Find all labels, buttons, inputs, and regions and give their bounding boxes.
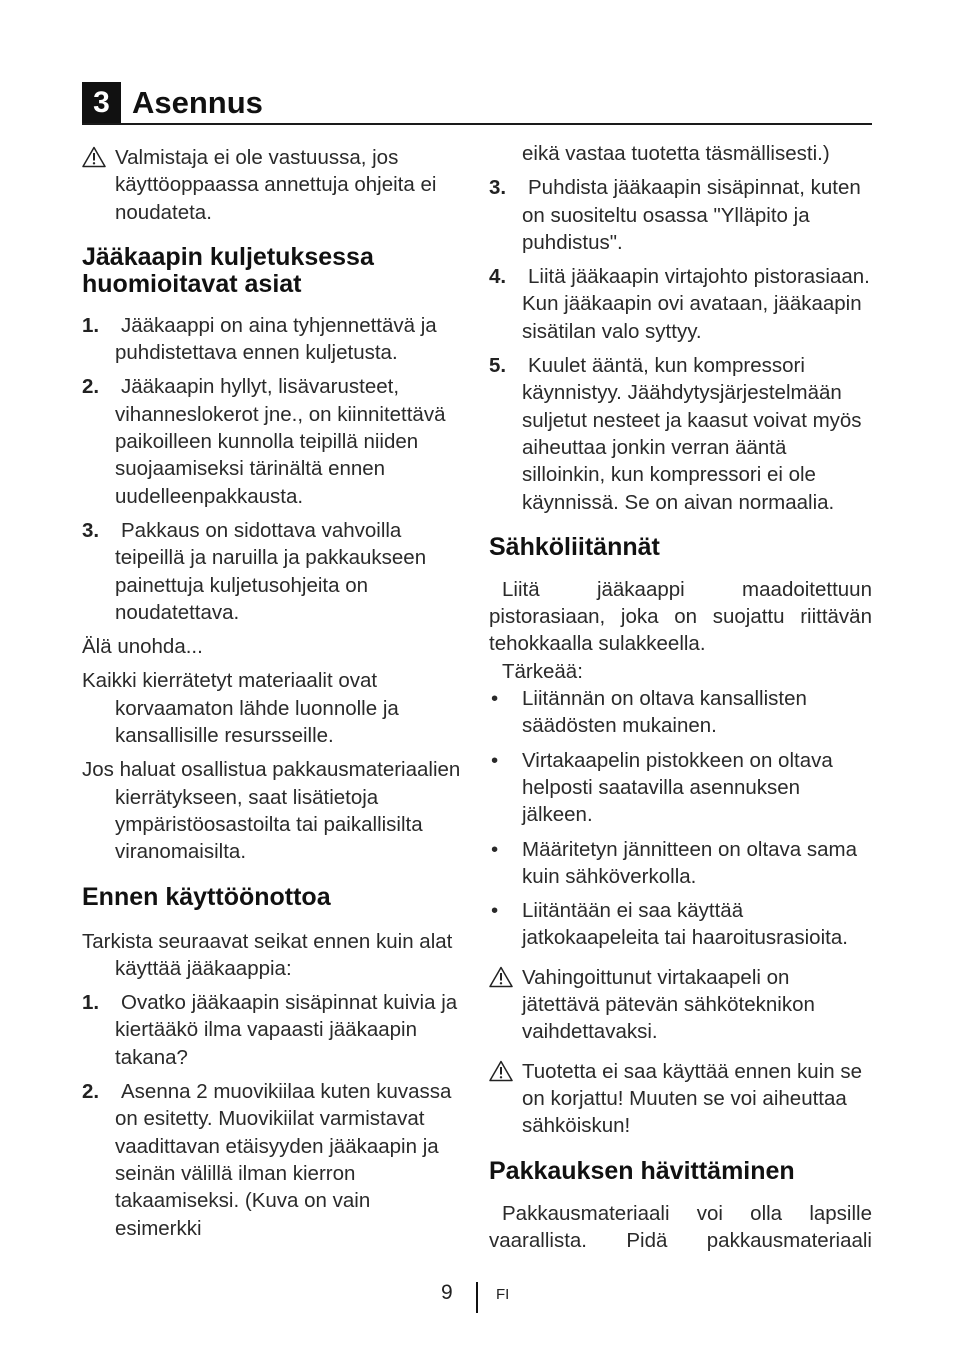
list-number: 4. [489, 265, 507, 289]
bullet-text: Liitäntään ei saa käyttää jatkokaapeleita tai haaroitusrasioita. [522, 899, 848, 950]
page-number: 9 [441, 1281, 453, 1304]
list-text: Jääkaapin hyllyt, lisävarusteet, vihanneslokerot jne., on kiinnitettävä paikoilleen kunnolla teipillä niiden suojaamiseksi tärinältä ennen uudelleenpakkausta. [115, 375, 446, 508]
list-text: Kuulet ääntä, kun kompressori käynnistyy. Jäähdytysjärjestelmään suljetut nesteet ja kaasut voivat myös aiheuttaa jonkin verran ääntä silloinkin, kun kompressori ei ole käynnissä. Se on aivan normaalia. [522, 354, 862, 514]
bullet-text: Määritetyn jännitteen on oltava sama kuin sähköverkolla. [522, 837, 858, 888]
paragraph: Jos haluat osallistua pakkausmateriaalien kierrätykseen, saat lisätietoja ympäristöosastoilta tai paikallisilta viranomaisilta. [82, 758, 461, 864]
warning-note [489, 1058, 872, 1140]
list-item [82, 517, 462, 626]
list-item [82, 989, 462, 1071]
chapter-header [82, 82, 872, 125]
warning-triangle-icon [489, 966, 513, 988]
list-item [489, 174, 872, 256]
list-number: 2. [82, 375, 100, 399]
list-item [489, 352, 872, 516]
list-text: Ovatko jääkaapin sisäpinnat kuivia ja kiertääkö ilma vapaasti jääkaapin takana? [115, 991, 458, 1069]
paragraph: pistorasiaan, joka on suojattu riittävän tehokkaalla sulakkeella. [489, 605, 872, 656]
warning-text: Valmistaja ei ole vastuussa, jos käyttöoppaassa annettuja ohjeita ei noudateta. [115, 146, 437, 224]
list-number: 1. [82, 313, 100, 337]
left-column [82, 140, 462, 1242]
list-number: 1. [82, 991, 100, 1015]
list-number: 5. [489, 354, 507, 378]
list-text: Jääkaappi on aina tyhjennettävä ja puhdistettava ennen kuljetusta. [115, 313, 437, 365]
bullet-icon: • [491, 837, 499, 861]
right-column [489, 140, 872, 1254]
list-item [489, 263, 872, 345]
list-number: 3. [82, 518, 100, 542]
warning-note [489, 964, 872, 1046]
chapter-number: 3 [82, 82, 121, 123]
warning-triangle-icon [82, 146, 106, 168]
bullet-text: Liitännän on oltava kansallisten säädösten mukainen. [522, 687, 807, 738]
section-heading: Ennen käyttöönottoa [82, 882, 331, 911]
bullet-item [489, 897, 872, 952]
language-code: FI [496, 1286, 510, 1303]
list-text: Liitä jääkaapin virtajohto pistorasiaan. Kun jääkaapin ovi avataan, jääkaapin sisätilan valo syttyy. [522, 265, 870, 343]
warning-text: Vahingoittunut virtakaapeli on jätettävä pätevän sähköteknikon vaihdettavaksi. [522, 965, 815, 1044]
list-number: 2. [82, 1080, 100, 1104]
section-heading: Pakkauksen hävittäminen [489, 1156, 795, 1185]
bullet-text: Virtakaapelin pistokkeen on oltava helposti saatavilla asennuksen jälkeen. [522, 748, 833, 827]
list-item [82, 312, 462, 367]
paragraph: Tarkista seuraavat seikat ennen kuin alat käyttää jääkaappia: [82, 929, 453, 980]
paragraph-line: Liitä jääkaappi maadoitettuun [502, 577, 872, 601]
list-text: Pakkaus on sidottava vahvoilla teipeillä ja naruilla ja pakkaukseen painettuja kuljetusohjeita on noudatettava. [115, 518, 427, 624]
bullet-item [489, 747, 872, 829]
list-continuation: eikä vastaa tuotetta täsmällisesti.) [522, 142, 830, 165]
bullet-item [489, 685, 872, 740]
list-number: 3. [489, 176, 507, 200]
warning-note [82, 144, 462, 226]
bullet-item [489, 836, 872, 891]
list-text: Puhdista jääkaapin sisäpinnat, kuten on suositeltu osassa "Ylläpito ja puhdistus". [522, 176, 861, 254]
paragraph-line: vaarallista. Pidä pakkausmateriaali [489, 1228, 872, 1252]
important-label: Tärkeää: [502, 659, 583, 683]
section-heading: Sähköliitännät [489, 532, 660, 561]
warning-triangle-icon [489, 1060, 513, 1082]
paragraph: Kaikki kierrätetyt materiaalit ovat korvaamaton lähde luonnolle ja kansallisille resursseille. [82, 669, 399, 748]
bullet-icon: • [491, 687, 499, 711]
chapter-title: Asennus [132, 85, 263, 120]
bullet-icon: • [491, 899, 499, 923]
footer-divider [476, 1282, 478, 1313]
list-text: Asenna 2 muovikiilaa kuten kuvassa on esitetty. Muovikiilat varmistavat vaadittavan etäisyyden jääkaapin ja seinän välillä ilman kierron takaamiseksi. (Kuva on vain esimerkki [115, 1080, 452, 1240]
section-heading: Jääkaapin kuljetuksessa huomioitavat asiat [82, 242, 374, 298]
bullet-icon: • [491, 748, 499, 772]
list-item [82, 1078, 462, 1242]
dont-forget-label: Älä unohda... [82, 635, 203, 659]
warning-text: Tuotetta ei saa käyttää ennen kuin se on korjattu! Muuten se voi aiheuttaa sähköiskun! [522, 1059, 862, 1138]
list-item [82, 373, 462, 509]
paragraph-line: Pakkausmateriaali voi olla lapsille [502, 1201, 872, 1225]
